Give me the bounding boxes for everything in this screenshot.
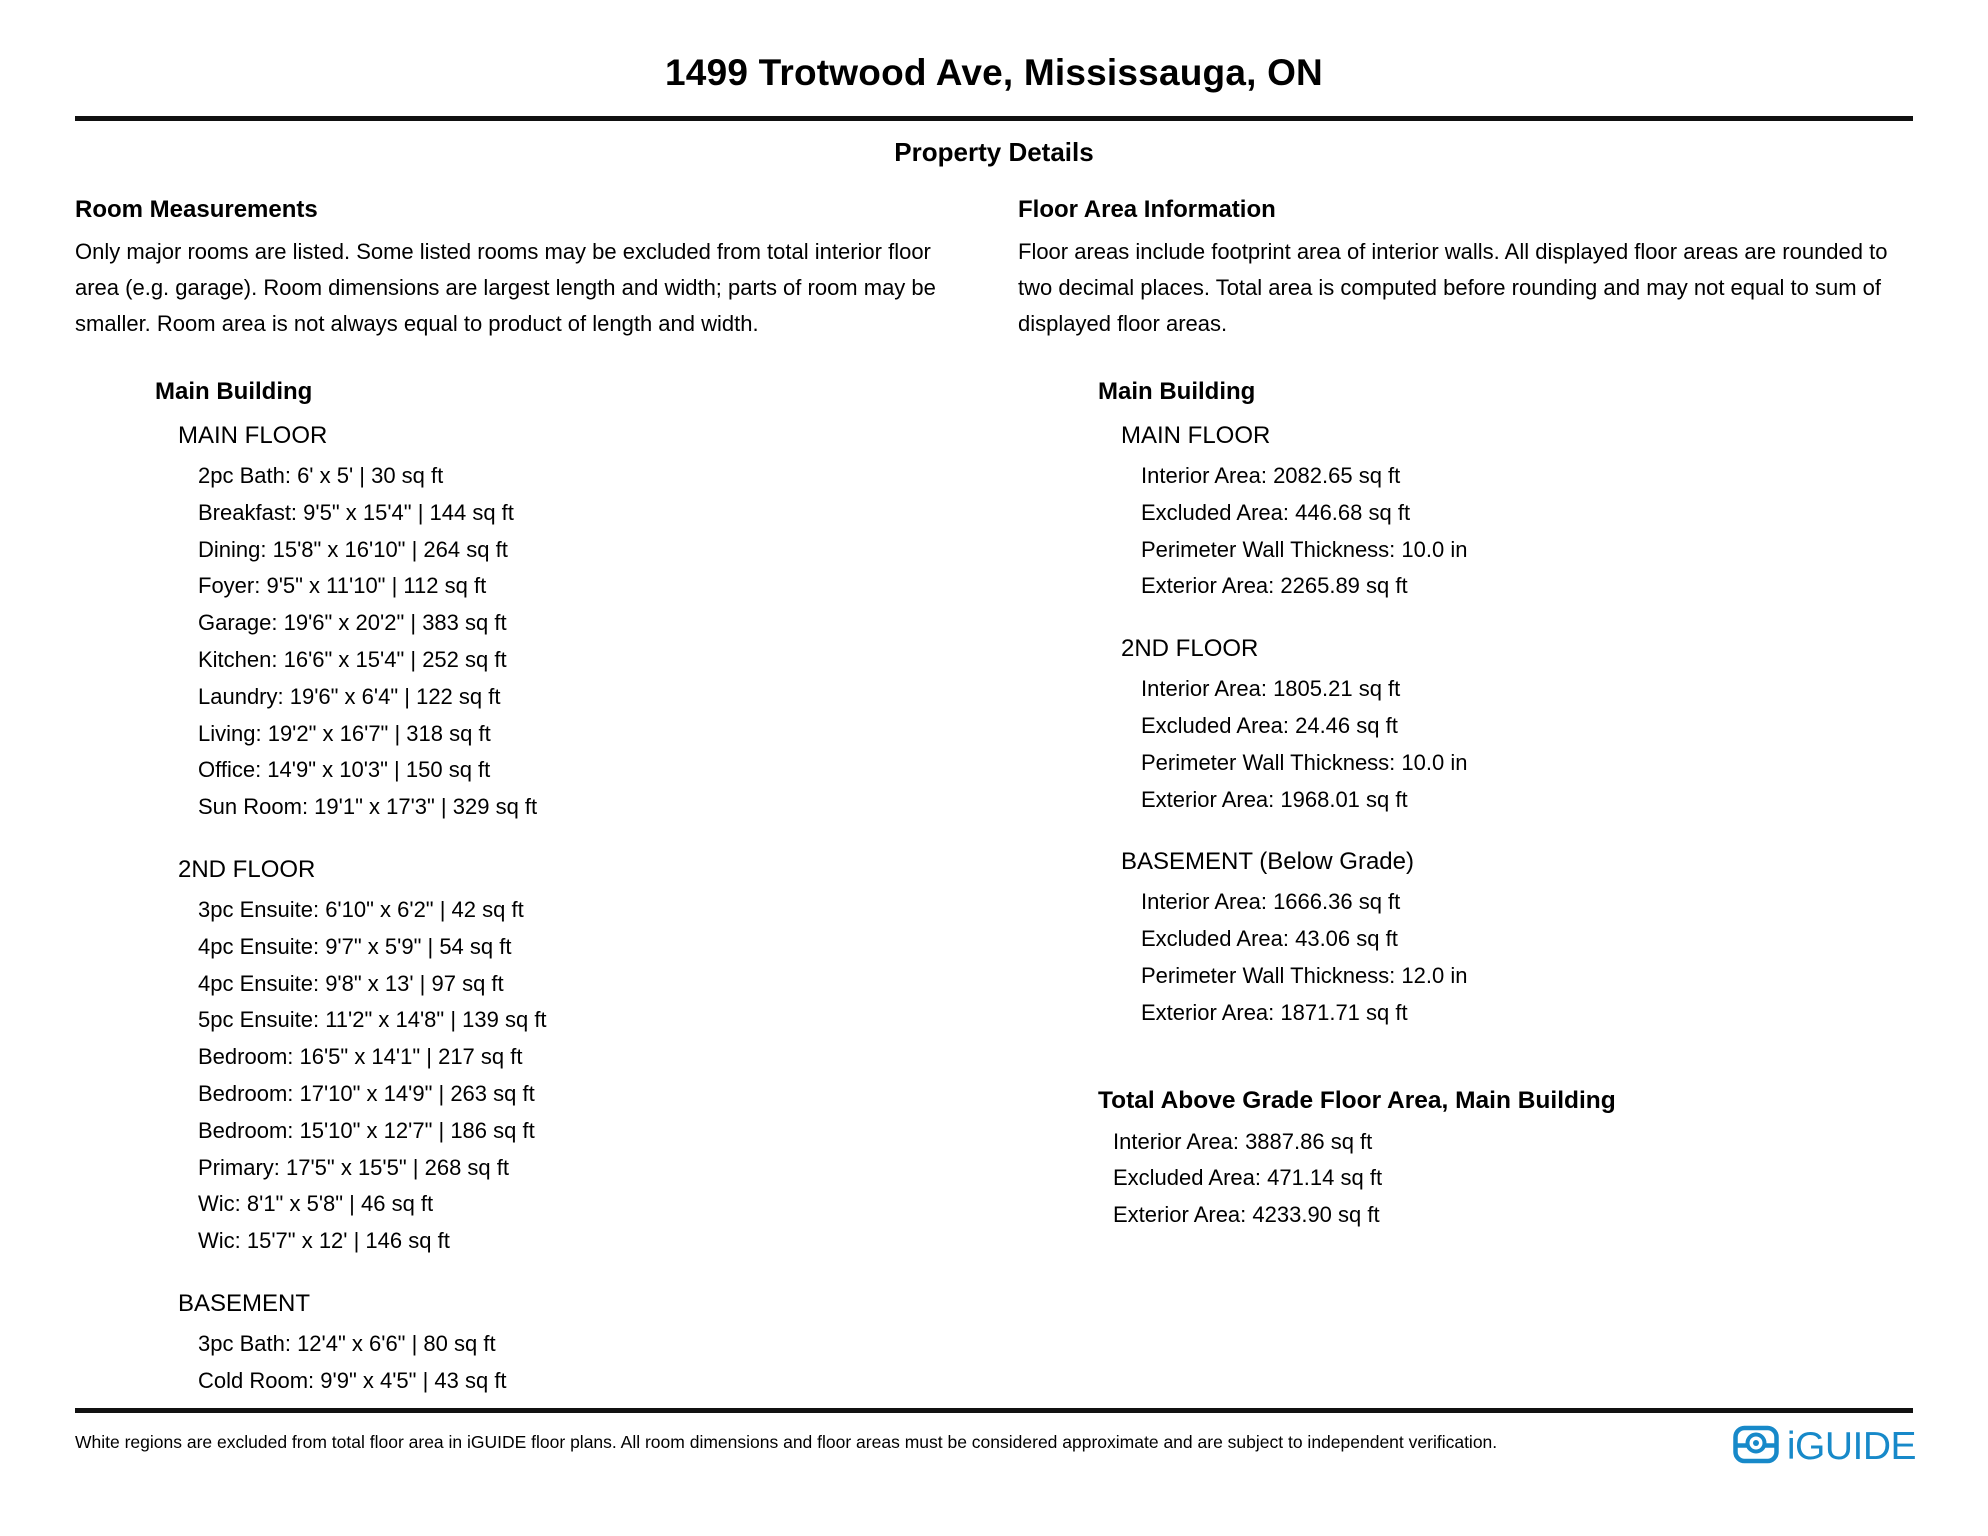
- iguide-camera-icon: [1732, 1422, 1780, 1471]
- floor-area-stat-line: Excluded Area: 446.68 sq ft: [1141, 499, 1411, 525]
- total-above-grade-lines: [1098, 1124, 1913, 1234]
- room-measurement-line: Bedroom: 15'10" x 12'7" | 186 sq ft: [198, 1117, 535, 1143]
- floor-area-stat-line: Interior Area: 1666.36 sq ft: [1141, 889, 1401, 915]
- room-measurement-line: Garage: 19'6" x 20'2" | 383 sq ft: [198, 610, 507, 636]
- room-measurements-intro: Only major rooms are listed. Some listed rooms may be excluded from total interior floor area (e.g. garage). Room dimensions are largest length and width; parts of room may be smaller. Room area is not always equal to product of length and width.: [75, 239, 936, 336]
- total-stat-line: Excluded Area: 471.14 sq ft: [1113, 1165, 1383, 1191]
- page-title: 1499 Trotwood Ave, Mississauga, ON: [665, 52, 1323, 93]
- floor-area-floors: [1018, 414, 1913, 1032]
- room-measurement-line: 3pc Bath: 12'4" x 6'6" | 80 sq ft: [198, 1330, 496, 1356]
- room-measurements-floors: [75, 414, 994, 1400]
- room-measurement-line: Laundry: 19'6" x 6'4" | 122 sq ft: [198, 683, 501, 709]
- total-stat-line: Interior Area: 3887.86 sq ft: [1113, 1128, 1373, 1154]
- room-measurement-line: Dining: 15'8" x 16'10" | 264 sq ft: [198, 536, 508, 562]
- room-measurement-line: Wic: 8'1" x 5'8" | 46 sq ft: [198, 1191, 434, 1217]
- floor-area-stat-line: Perimeter Wall Thickness: 10.0 in: [1141, 749, 1468, 775]
- room-measurement-line: Office: 14'9" x 10'3" | 150 sq ft: [198, 757, 491, 783]
- room-measurements-heading: Room Measurements: [75, 196, 318, 223]
- floor-block: [1121, 414, 1913, 605]
- room-measurement-line: 3pc Ensuite: 6'10" x 6'2" | 42 sq ft: [198, 896, 524, 922]
- content-columns: [0, 196, 1988, 1400]
- room-measurement-line: 4pc Ensuite: 9'8" x 13' | 97 sq ft: [198, 970, 504, 996]
- iguide-logo-text: iGUIDE: [1786, 1424, 1916, 1468]
- floor-area-intro: Floor areas include footprint area of interior walls. All displayed floor areas are rounded to two decimal places. Total area is computed before rounding and may not equal to sum of displayed floor areas.: [1018, 239, 1888, 336]
- floor-label: 2ND FLOOR: [178, 855, 316, 883]
- floor-block: [1121, 627, 1913, 818]
- footer-disclaimer: White regions are excluded from total floor area in iGUIDE floor plans. All room dimensions and floor areas must be considered approximate and are subject to independent verification.: [75, 1432, 1498, 1452]
- room-measurement-line: Foyer: 9'5" x 11'10" | 112 sq ft: [198, 573, 487, 599]
- room-measurement-line: 2pc Bath: 6' x 5' | 30 sq ft: [198, 463, 444, 488]
- floor-area-stat-line: Exterior Area: 1871.71 sq ft: [1141, 999, 1408, 1025]
- total-above-grade-section: [1098, 1086, 1913, 1234]
- floor-block: [178, 848, 994, 1260]
- room-measurement-line: Bedroom: 16'5" x 14'1" | 217 sq ft: [198, 1044, 523, 1070]
- page-subtitle: Property Details: [894, 137, 1094, 167]
- floor-block: [178, 1282, 994, 1400]
- floor-label: BASEMENT (Below Grade): [1121, 848, 1414, 876]
- room-measurement-line: 5pc Ensuite: 11'2" x 14'8" | 139 sq ft: [198, 1007, 547, 1033]
- floor-area-stat-line: Interior Area: 1805.21 sq ft: [1141, 676, 1401, 702]
- floor-block: [178, 414, 994, 826]
- footer: [75, 1422, 1916, 1471]
- room-measurement-line: Kitchen: 16'6" x 15'4" | 252 sq ft: [198, 646, 507, 672]
- footer-divider: [75, 1408, 1913, 1413]
- floor-area-stat-line: Exterior Area: 1968.01 sq ft: [1141, 786, 1408, 812]
- room-measurement-line: Primary: 17'5" x 15'5" | 268 sq ft: [198, 1154, 509, 1180]
- floor-label: MAIN FLOOR: [178, 422, 328, 449]
- floor-block: [1121, 840, 1913, 1031]
- floor-area-heading: Floor Area Information: [1018, 196, 1276, 223]
- room-measurement-line: Sun Room: 19'1" x 17'3" | 329 sq ft: [198, 794, 538, 820]
- room-measurement-line: 4pc Ensuite: 9'7" x 5'9" | 54 sq ft: [198, 933, 512, 959]
- iguide-logo: [1732, 1422, 1916, 1471]
- room-measurement-line: Wic: 15'7" x 12' | 146 sq ft: [198, 1228, 450, 1254]
- header-divider: [75, 116, 1913, 121]
- floor-area-stat-line: Interior Area: 2082.65 sq ft: [1141, 463, 1401, 488]
- floor-area-stat-line: Perimeter Wall Thickness: 12.0 in: [1141, 962, 1468, 988]
- building-heading: Main Building: [155, 378, 313, 405]
- floor-label: MAIN FLOOR: [1121, 422, 1271, 449]
- floor-area-stat-line: Perimeter Wall Thickness: 10.0 in: [1141, 536, 1468, 562]
- floor-label: 2ND FLOOR: [1121, 635, 1259, 663]
- floor-label: BASEMENT: [178, 1289, 311, 1317]
- floor-area-stat-line: Exterior Area: 2265.89 sq ft: [1141, 573, 1408, 599]
- floor-area-stat-line: Excluded Area: 24.46 sq ft: [1141, 712, 1398, 738]
- total-above-grade-heading: Total Above Grade Floor Area, Main Building: [1098, 1086, 1616, 1114]
- room-measurements-section: [75, 196, 994, 1400]
- floor-area-stat-line: Excluded Area: 43.06 sq ft: [1141, 926, 1398, 952]
- room-measurement-line: Bedroom: 17'10" x 14'9" | 263 sq ft: [198, 1080, 535, 1106]
- room-measurement-line: Living: 19'2" x 16'7" | 318 sq ft: [198, 720, 491, 746]
- room-measurement-line: Breakfast: 9'5" x 15'4" | 144 sq ft: [198, 499, 514, 525]
- total-stat-line: Exterior Area: 4233.90 sq ft: [1113, 1202, 1380, 1228]
- room-measurement-line: Cold Room: 9'9" x 4'5" | 43 sq ft: [198, 1367, 507, 1393]
- building-heading: Main Building: [1098, 378, 1256, 405]
- floor-area-section: [994, 196, 1913, 1234]
